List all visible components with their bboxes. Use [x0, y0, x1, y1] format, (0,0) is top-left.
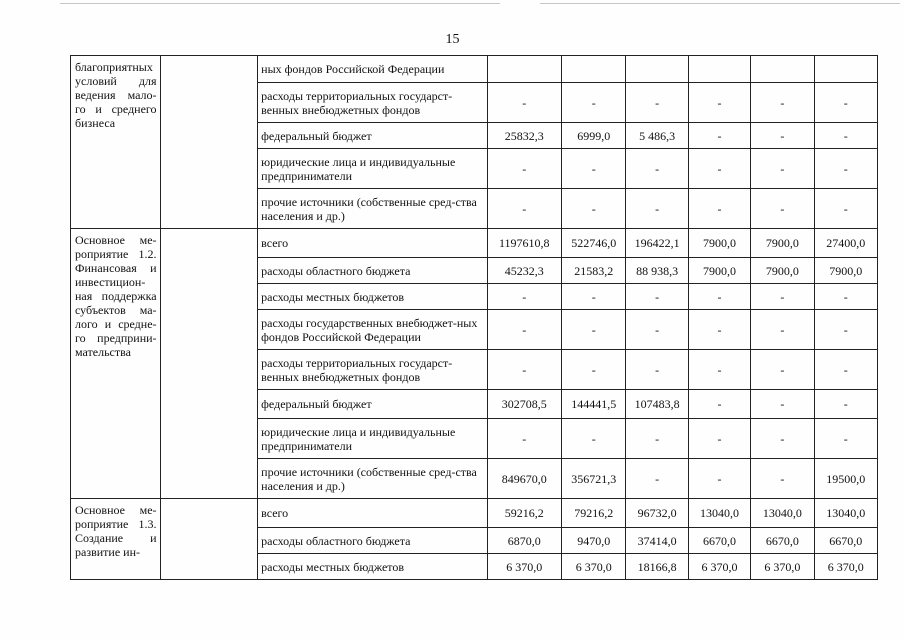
amount-cell: -	[814, 189, 877, 229]
amount-cell: 302708,5	[487, 390, 561, 419]
amount-cell: 25832,3	[487, 123, 561, 149]
activity-name-line: Финансовая и	[75, 261, 157, 275]
funding-source-cell: прочие источники (собственные сред-ства населения и др.)	[258, 459, 487, 499]
amount-cell: 7900,0	[751, 229, 814, 258]
activity-name-line: го предприни-	[75, 331, 157, 345]
amount-cell	[626, 56, 688, 83]
amount-cell: -	[626, 149, 688, 189]
amount-cell: -	[814, 149, 877, 189]
activity-name-line: роприятие 1.2.	[75, 247, 157, 261]
table-row	[71, 56, 878, 83]
amount-cell: 21583,2	[562, 258, 626, 284]
amount-cell: -	[626, 459, 688, 499]
amount-cell	[688, 56, 750, 83]
amount-cell: -	[751, 149, 814, 189]
activity-name-cell	[71, 229, 161, 499]
amount-cell: -	[626, 310, 688, 350]
amount-cell: -	[688, 310, 750, 350]
amount-cell: -	[751, 419, 814, 459]
activity-name-line: ная поддержка	[75, 289, 157, 303]
amount-cell: -	[626, 83, 688, 123]
amount-cell: -	[688, 284, 750, 310]
activity-name-line: мательства	[75, 345, 131, 359]
amount-cell: -	[751, 390, 814, 419]
amount-cell: -	[751, 189, 814, 229]
activity-name-line: субъектов ма-	[75, 303, 157, 317]
amount-cell: -	[814, 419, 877, 459]
funding-source-cell: расходы областного бюджета	[258, 528, 487, 554]
funding-source-cell: федеральный бюджет	[258, 390, 487, 419]
funding-source-cell: расходы местных бюджетов	[258, 554, 487, 580]
amount-cell: 37414,0	[626, 528, 688, 554]
amount-cell: -	[487, 310, 561, 350]
amount-cell: -	[814, 123, 877, 149]
amount-cell: 9470,0	[562, 528, 626, 554]
funding-source-cell: расходы областного бюджета	[258, 258, 487, 284]
amount-cell: -	[814, 284, 877, 310]
funding-source-cell: прочие источники (собственные сред-ства населения и др.)	[258, 189, 487, 229]
activity-name-line: роприятие 1.3.	[75, 517, 157, 531]
amount-cell: 522746,0	[562, 229, 626, 258]
amount-cell: 6870,0	[487, 528, 561, 554]
amount-cell: -	[487, 284, 561, 310]
activity-name-line: Создание и	[75, 531, 157, 545]
amount-cell: 107483,8	[626, 390, 688, 419]
amount-cell: 6670,0	[751, 528, 814, 554]
amount-cell: 6 370,0	[562, 554, 626, 580]
table-row	[71, 229, 878, 258]
amount-cell: 13040,0	[688, 499, 750, 528]
activity-name-line: ведения мало-	[75, 88, 157, 102]
amount-cell: 45232,3	[487, 258, 561, 284]
amount-cell: -	[814, 390, 877, 419]
amount-cell: 88 938,3	[626, 258, 688, 284]
activity-name-line: Основное ме-	[75, 233, 157, 247]
amount-cell: -	[487, 189, 561, 229]
top-rule-left	[60, 3, 500, 4]
amount-cell: -	[814, 83, 877, 123]
amount-cell: 18166,8	[626, 554, 688, 580]
amount-cell: 7900,0	[751, 258, 814, 284]
amount-cell: 6 370,0	[688, 554, 750, 580]
amount-cell: -	[751, 123, 814, 149]
amount-cell: -	[562, 83, 626, 123]
amount-cell: -	[487, 350, 561, 390]
amount-cell: 6 370,0	[487, 554, 561, 580]
amount-cell: 196422,1	[626, 229, 688, 258]
amount-cell: 7900,0	[688, 258, 750, 284]
amount-cell: -	[688, 83, 750, 123]
top-rule-right	[540, 3, 900, 4]
amount-cell: -	[751, 310, 814, 350]
amount-cell: -	[626, 350, 688, 390]
amount-cell: -	[688, 350, 750, 390]
amount-cell: -	[751, 350, 814, 390]
amount-cell: -	[688, 459, 750, 499]
amount-cell: -	[562, 310, 626, 350]
funding-source-cell: ных фондов Российской Федерации	[258, 56, 487, 83]
amount-cell	[751, 56, 814, 83]
budget-table	[70, 55, 878, 580]
amount-cell: -	[751, 459, 814, 499]
amount-cell: -	[688, 390, 750, 419]
executor-cell	[160, 499, 258, 580]
amount-cell: -	[626, 419, 688, 459]
amount-cell: -	[562, 149, 626, 189]
amount-cell: -	[688, 189, 750, 229]
amount-cell: 1197610,8	[487, 229, 561, 258]
activity-name-line: благоприятных	[75, 60, 153, 74]
amount-cell: 849670,0	[487, 459, 561, 499]
funding-source-cell: всего	[258, 499, 487, 528]
amount-cell: 7900,0	[814, 258, 877, 284]
amount-cell: 6999,0	[562, 123, 626, 149]
funding-source-cell: всего	[258, 229, 487, 258]
amount-cell: -	[688, 123, 750, 149]
activity-name-line: лого и средне-	[75, 317, 157, 331]
amount-cell: -	[487, 419, 561, 459]
amount-cell: -	[626, 189, 688, 229]
activity-name-line: Основное ме-	[75, 503, 157, 517]
amount-cell	[562, 56, 626, 83]
amount-cell: 7900,0	[688, 229, 750, 258]
executor-cell	[160, 229, 258, 499]
amount-cell: -	[562, 284, 626, 310]
amount-cell	[814, 56, 877, 83]
amount-cell: -	[688, 149, 750, 189]
amount-cell: 144441,5	[562, 390, 626, 419]
funding-source-cell: расходы местных бюджетов	[258, 284, 487, 310]
amount-cell: -	[487, 149, 561, 189]
activity-name-cell	[71, 499, 161, 580]
amount-cell: -	[562, 350, 626, 390]
amount-cell: 13040,0	[751, 499, 814, 528]
page-number: 15	[445, 32, 460, 47]
activity-name-line: условий для	[75, 74, 157, 88]
executor-cell	[160, 56, 258, 229]
amount-cell: 13040,0	[814, 499, 877, 528]
amount-cell: -	[814, 310, 877, 350]
amount-cell: -	[562, 189, 626, 229]
amount-cell: -	[688, 419, 750, 459]
amount-cell: -	[487, 83, 561, 123]
amount-cell: -	[751, 284, 814, 310]
table-row	[71, 499, 878, 528]
amount-cell	[487, 56, 561, 83]
funding-source-cell: расходы государственных внебюджет-ных фондов Российской Федерации	[258, 310, 487, 350]
activity-name-line: го и среднего	[75, 102, 157, 116]
funding-source-cell: федеральный бюджет	[258, 123, 487, 149]
amount-cell: 79216,2	[562, 499, 626, 528]
amount-cell: -	[751, 83, 814, 123]
amount-cell: 5 486,3	[626, 123, 688, 149]
amount-cell: 59216,2	[487, 499, 561, 528]
amount-cell: 6 370,0	[814, 554, 877, 580]
funding-source-cell: расходы территориальных государст-венных внебюджетных фондов	[258, 350, 487, 390]
amount-cell: 96732,0	[626, 499, 688, 528]
activity-name-line: развитие ин-	[75, 545, 140, 559]
amount-cell: -	[626, 284, 688, 310]
amount-cell: 6 370,0	[751, 554, 814, 580]
amount-cell: 356721,3	[562, 459, 626, 499]
amount-cell: 27400,0	[814, 229, 877, 258]
amount-cell: 6670,0	[814, 528, 877, 554]
amount-cell: 19500,0	[814, 459, 877, 499]
funding-source-cell: расходы территориальных государст-венных внебюджетных фондов	[258, 83, 487, 123]
activity-name-cell	[71, 56, 161, 229]
amount-cell: -	[562, 419, 626, 459]
funding-source-cell: юридические лица и индивидуальные предприниматели	[258, 419, 487, 459]
amount-cell: 6670,0	[688, 528, 750, 554]
activity-name-line: инвестицион-	[75, 275, 146, 289]
amount-cell: -	[814, 350, 877, 390]
funding-source-cell: юридические лица и индивидуальные предприниматели	[258, 149, 487, 189]
activity-name-line: бизнеса	[75, 116, 116, 130]
